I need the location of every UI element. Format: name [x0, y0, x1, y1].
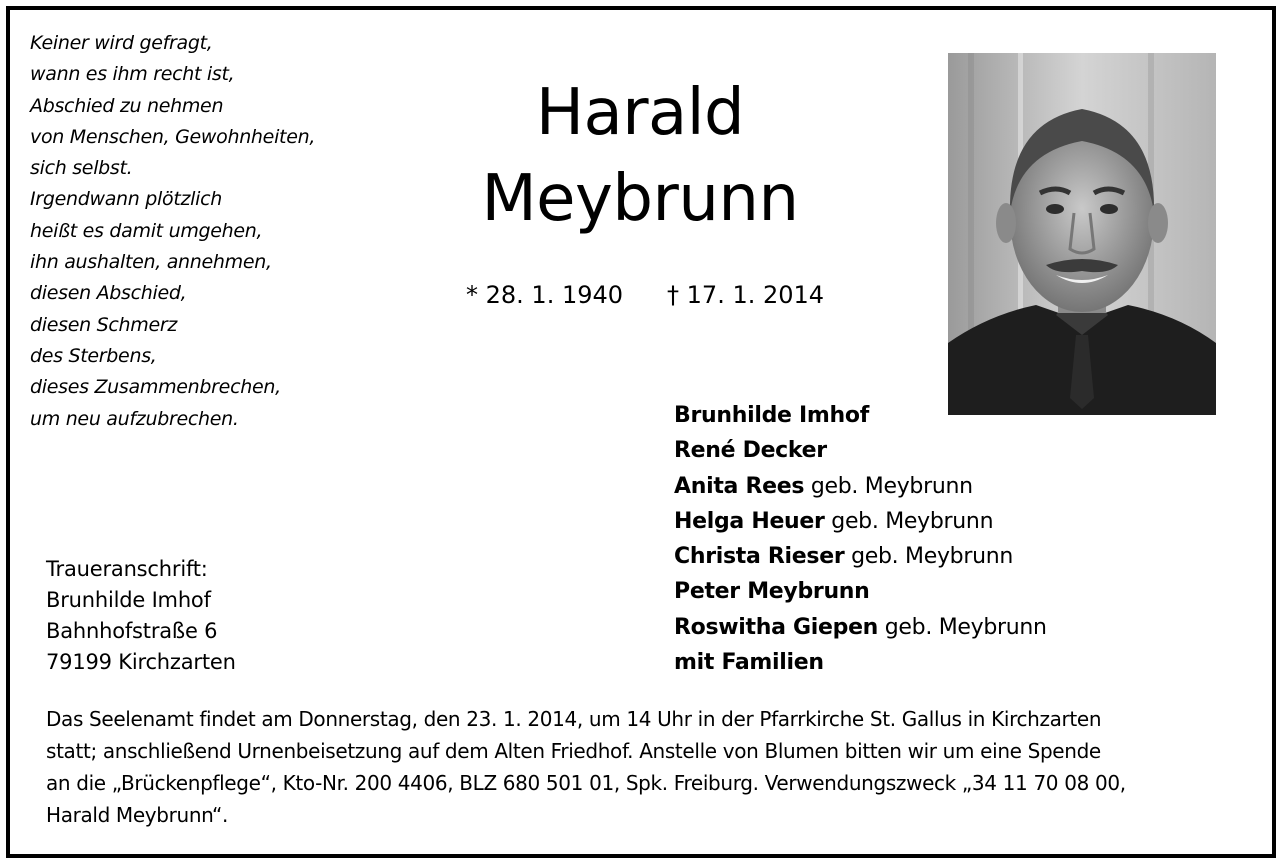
mourner-entry	[674, 645, 1047, 680]
mourner-suffix: geb. Meybrunn	[804, 473, 973, 499]
poem-line: sich selbst.	[30, 157, 133, 180]
life-dates	[466, 281, 824, 309]
notice-line: an die „Brückenpflege“, Kto-Nr. 200 4406, BLZ 680 501 01, Spk. Freiburg. Verwendungszweck „34 11 70 08 00,	[46, 771, 1126, 795]
mourner-name: Christa Rieser	[674, 544, 845, 570]
mourner-entry	[674, 574, 1047, 609]
deceased-name	[440, 70, 840, 242]
address-line: Brunhilde Imhof	[46, 588, 211, 612]
poem-line: diesen Schmerz	[30, 313, 178, 336]
notice-line: Harald Meybrunn“.	[46, 803, 229, 827]
portrait-photo	[948, 53, 1216, 415]
notice-line: Das Seelenamt findet am Donnerstag, den 23. 1. 2014, um 14 Uhr in der Pfarrkirche St. Gallus in Kirchzarten	[46, 707, 1102, 731]
mourner-suffix: geb. Meybrunn	[824, 508, 994, 534]
poem-line: Irgendwann plötzlich	[30, 188, 223, 211]
mourner-entry	[674, 398, 1047, 433]
mourner-name: Anita Rees	[674, 473, 805, 499]
death-date: † 17. 1. 2014	[667, 281, 825, 309]
poem-line: diesen Abschied,	[30, 282, 187, 305]
mourner-name: mit Familien	[674, 650, 824, 676]
poem-line: dieses Zusammenbrechen,	[30, 376, 281, 399]
poem-line: Keiner wird gefragt,	[30, 32, 213, 54]
poem-line: Abschied zu nehmen	[30, 94, 224, 117]
mourning-address	[46, 554, 236, 678]
mourner-name: René Decker	[674, 438, 827, 464]
poem-line: des Sterbens,	[30, 344, 157, 367]
poem-line: ihn aushalten, annehmen,	[30, 251, 272, 274]
mourner-suffix: geb. Meybrunn	[878, 614, 1047, 640]
mourner-entry	[674, 539, 1047, 574]
address-heading: Traueranschrift:	[46, 557, 208, 581]
mourner-suffix: geb. Meybrunn	[844, 544, 1014, 570]
birth-date: * 28. 1. 1940	[466, 281, 624, 309]
last-name: Meybrunn	[481, 162, 799, 236]
address-line: 79199 Kirchzarten	[46, 650, 236, 674]
address-line: Bahnhofstraße 6	[46, 619, 218, 643]
poem-line: heißt es damit umgehen,	[30, 219, 263, 242]
poem-line: um neu aufzubrechen.	[30, 407, 239, 430]
poem-line: wann es ihm recht ist,	[30, 63, 235, 86]
mourner-name: Helga Heuer	[674, 508, 825, 534]
mourner-name: Roswitha Giepen	[674, 614, 879, 640]
mourner-name: Brunhilde Imhof	[674, 403, 869, 428]
mourner-entry	[674, 504, 1047, 539]
notice-line: statt; anschließend Urnenbeisetzung auf dem Alten Friedhof. Anstelle von Blumen bitten wir um eine Spende	[46, 739, 1101, 763]
poem	[30, 28, 390, 435]
funeral-notice	[46, 703, 1246, 831]
mourner-entry	[674, 469, 1047, 504]
mourner-entry	[674, 433, 1047, 468]
first-name: Harald	[535, 76, 745, 150]
mourners-list	[674, 398, 1047, 680]
poem-line: von Menschen, Gewohnheiten,	[30, 125, 316, 148]
mourner-entry	[674, 610, 1047, 645]
mourner-name: Peter Meybrunn	[674, 579, 870, 605]
